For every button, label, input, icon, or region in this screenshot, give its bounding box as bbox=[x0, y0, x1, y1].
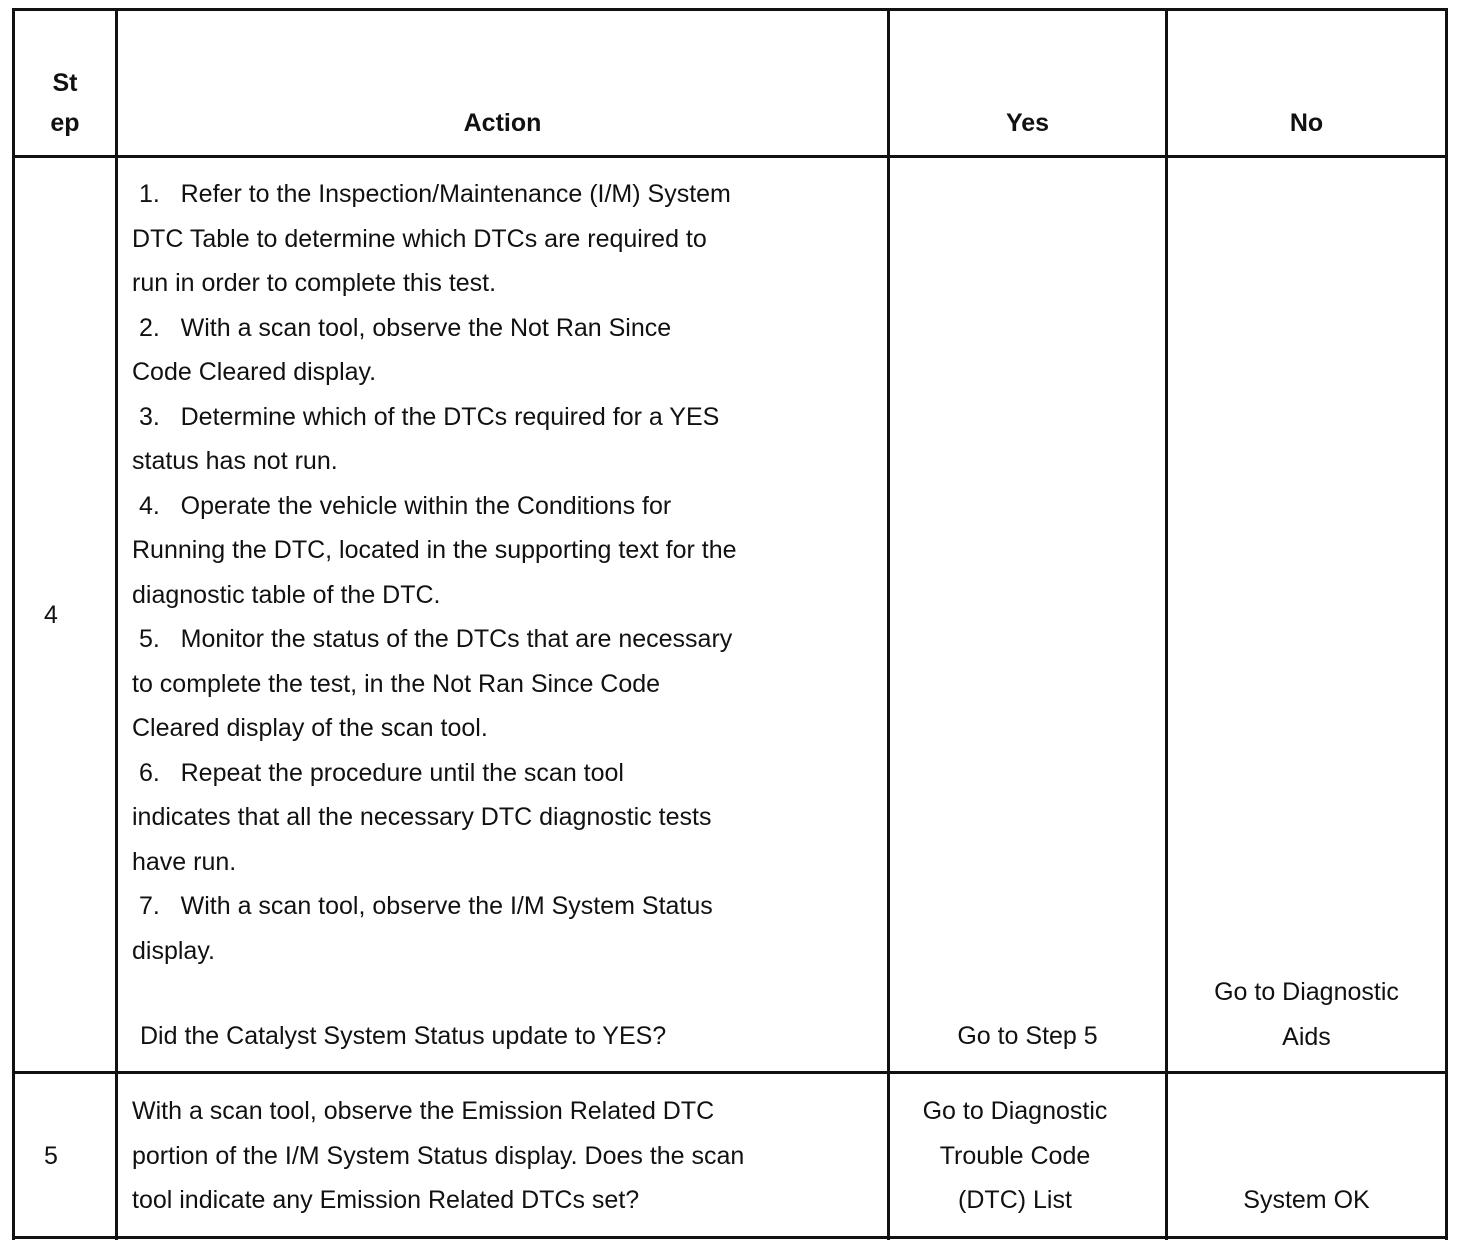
no-result-line: Go to Diagnostic bbox=[1214, 978, 1399, 1006]
action-line: 4. Operate the vehicle within the Conditions for bbox=[132, 491, 672, 520]
header-step-line: ep bbox=[50, 109, 80, 137]
action-line: run in order to complete this test. bbox=[132, 269, 497, 297]
action-line: With a scan tool, observe the Emission Related DTC bbox=[132, 1097, 715, 1125]
header-action: Action bbox=[463, 109, 542, 137]
table-border-bottom bbox=[12, 1236, 1448, 1239]
yes-result-line: (DTC) List bbox=[958, 1186, 1072, 1214]
yes-result bbox=[890, 1089, 1140, 1223]
no-result-line: System OK bbox=[1243, 1186, 1370, 1214]
action-line: status has not run. bbox=[132, 447, 338, 475]
header-step bbox=[15, 63, 115, 143]
action-line: DTC Table to determine which DTCs are required to bbox=[132, 224, 707, 253]
header-step-line: St bbox=[52, 69, 78, 97]
no-result-line: Aids bbox=[1282, 1022, 1331, 1051]
action-line: diagnostic table of the DTC. bbox=[132, 580, 441, 609]
action-line: Cleared display of the scan tool. bbox=[132, 714, 488, 742]
step-number: 4 bbox=[44, 601, 58, 629]
action-line: 6. Repeat the procedure until the scan tool bbox=[132, 758, 624, 787]
yes-result-line: Go to Step 5 bbox=[957, 1022, 1098, 1050]
yes-result-line: Trouble Code bbox=[939, 1141, 1091, 1170]
table-border-top bbox=[12, 8, 1448, 11]
action-line: portion of the I/M System Status display. Does the scan bbox=[132, 1141, 745, 1170]
header-yes: Yes bbox=[1005, 109, 1050, 137]
action-line: Code Cleared display. bbox=[132, 358, 377, 386]
action-line: indicates that all the necessary DTC diagnostic tests bbox=[132, 803, 712, 831]
action-text bbox=[132, 1089, 744, 1223]
action-line: 7. With a scan tool, observe the I/M System Status bbox=[132, 892, 713, 920]
action-line: 3. Determine which of the DTCs required for a YES bbox=[132, 402, 720, 431]
action-line: have run. bbox=[132, 847, 237, 876]
header-no: No bbox=[1289, 109, 1324, 137]
action-line: 1. Refer to the Inspection/Maintenance (I/M) System bbox=[132, 180, 731, 208]
header-divider bbox=[12, 155, 1448, 158]
action-line: Running the DTC, located in the supporting text for the bbox=[132, 536, 737, 564]
table-border-right bbox=[1445, 8, 1448, 1240]
no-result bbox=[1168, 1178, 1445, 1223]
action-line: tool indicate any Emission Related DTCs set? bbox=[132, 1186, 640, 1214]
diagnostic-table bbox=[12, 8, 1448, 1240]
action-question: Did the Catalyst System Status update to YES? bbox=[140, 1022, 667, 1050]
column-divider-step bbox=[115, 8, 118, 1240]
action-line: 2. With a scan tool, observe the Not Ran Since bbox=[132, 313, 672, 342]
no-result bbox=[1168, 970, 1445, 1059]
table-border-left bbox=[12, 8, 15, 1240]
yes-result bbox=[890, 1014, 1165, 1059]
action-line: 5. Monitor the status of the DTCs that are necessary bbox=[132, 625, 733, 653]
action-line: display. bbox=[132, 936, 215, 965]
action-line: to complete the test, in the Not Ran Since Code bbox=[132, 669, 661, 698]
row-divider bbox=[12, 1071, 1448, 1074]
action-text bbox=[132, 172, 737, 973]
step-number: 5 bbox=[44, 1142, 58, 1170]
yes-result-line: Go to Diagnostic bbox=[922, 1097, 1108, 1125]
